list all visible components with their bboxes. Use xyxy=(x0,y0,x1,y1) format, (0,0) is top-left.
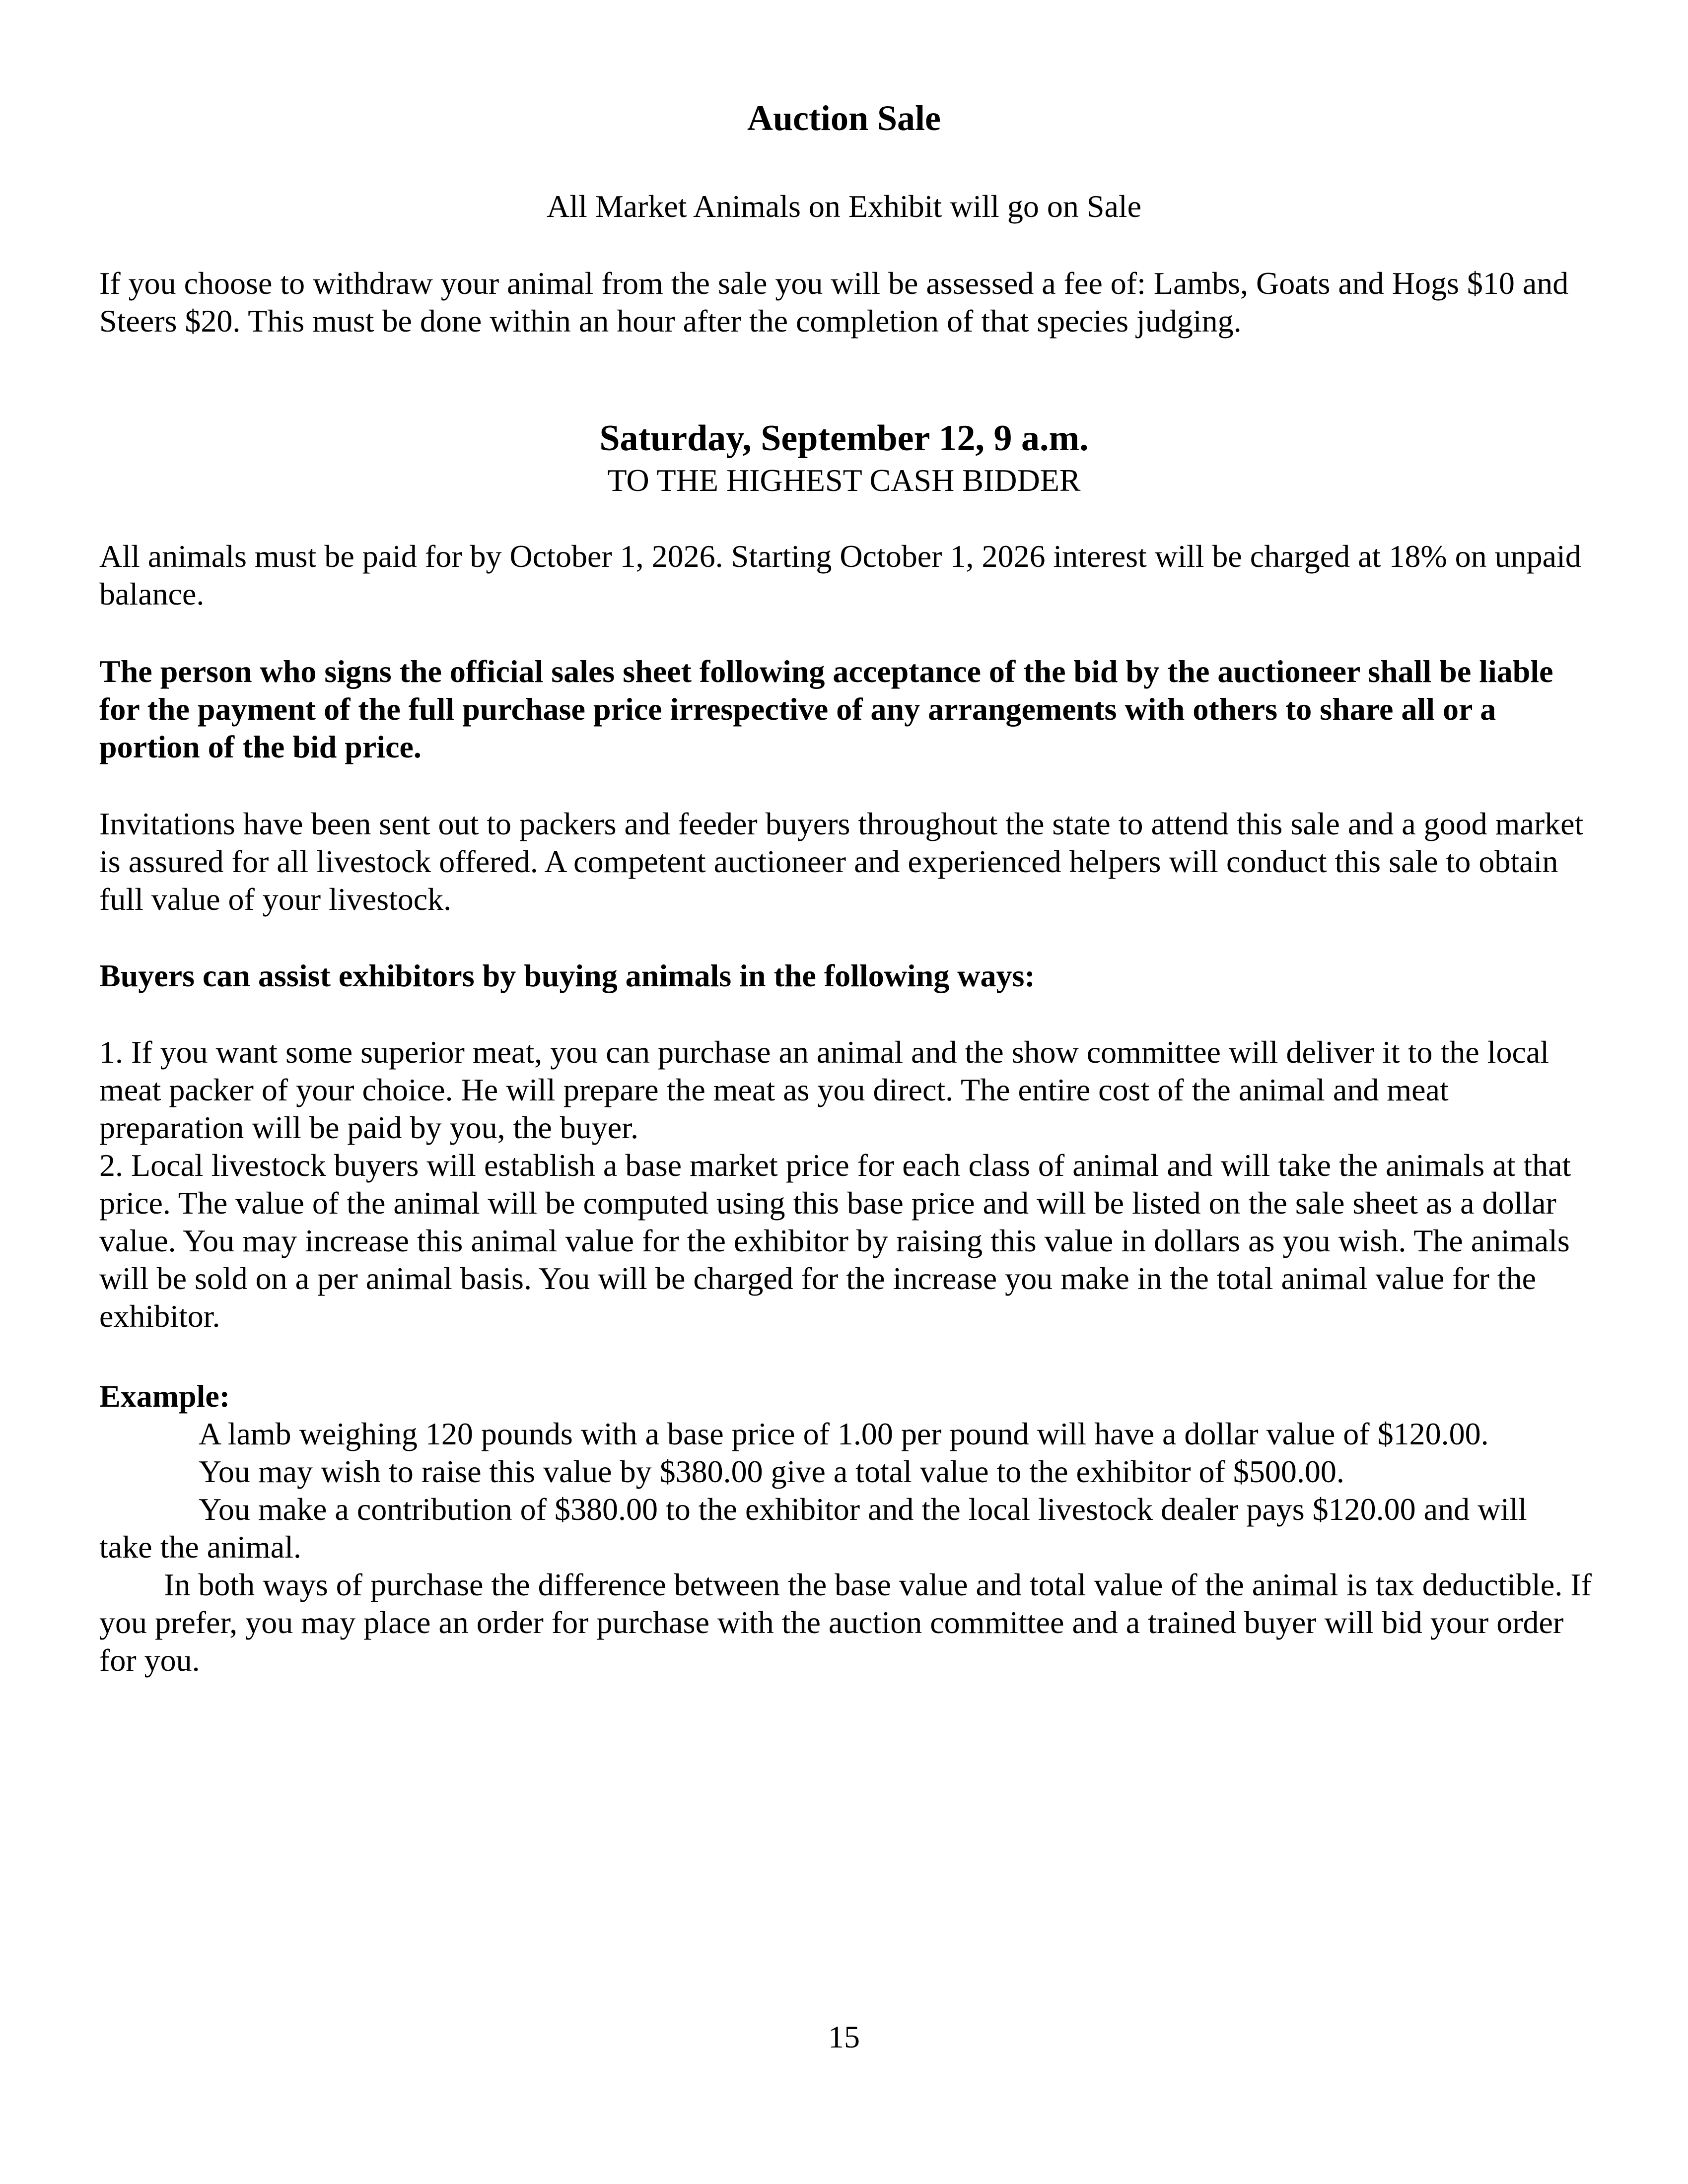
invitations-paragraph: Invitations have been sent out to packers and feeder buyers throughout the state to attend this sale and a good market is assured for all livestock offered. A competent auctioneer and experienced helpers will conduct this sale to obtain full value of your livestock. xyxy=(99,806,1584,917)
sale-terms: TO THE HIGHEST CASH BIDDER xyxy=(607,463,1081,498)
page-number: 15 xyxy=(828,2019,860,2054)
buyers-heading: Buyers can assist exhibitors by buying animals in the following ways: xyxy=(99,958,1035,993)
ways-list xyxy=(99,1033,1594,1335)
example-line: You may wish to raise this value by $380.00 give a total value to the exhibitor of $500.00. xyxy=(199,1454,1344,1489)
sale-date-heading: Saturday, September 12, 9 a.m. xyxy=(599,418,1089,459)
liability-paragraph: The person who signs the official sales sheet following acceptance of the bid by the auctioneer shall be liable for the payment of the full purchase price irrespective of any arrangements with others to share all or a portion of the bid price. xyxy=(99,654,1553,764)
page-title: Auction Sale xyxy=(747,98,941,138)
closing-paragraph: In both ways of purchase the difference between the base value and total value of the animal is tax deductible. If you prefer, you may place an order for purchase with the auction committee and a trained buyer will bid your order for you. xyxy=(99,1567,1592,1678)
list-item: 2. Local livestock buyers will establish a base market price for each class of animal and will take the animals at that price. The value of the animal will be computed using this base price and will be listed on the sale sheet as a dollar value. You may increase this animal value for the exhibitor by raising this value in dollars as you wish. The animals will be sold on a per animal basis. You will be charged for the increase you make in the total animal value for the exhibitor. xyxy=(99,1148,1571,1334)
withdraw-paragraph: If you choose to withdraw your animal from the sale you will be assessed a fee of: Lambs, Goats and Hogs $10 and Steers $20. This must be done within an hour after the completion of that species judging. xyxy=(99,266,1569,339)
example-heading: Example: xyxy=(99,1378,230,1414)
example-line: take the animal. xyxy=(99,1529,301,1565)
payment-paragraph: All animals must be paid for by October 1, 2026. Starting October 1, 2026 interest will be charged at 18% on unpaid balance. xyxy=(99,539,1581,612)
example-line: You make a contribution of $380.00 to the exhibitor and the local livestock dealer pays $120.00 and will xyxy=(199,1492,1527,1527)
list-item: 1. If you want some superior meat, you can purchase an animal and the show committee will deliver it to the local meat packer of your choice. He will prepare the meat as you direct. The entire cost of the animal and meat preparation will be paid by you, the buyer. xyxy=(99,1034,1549,1145)
page-subtitle: All Market Animals on Exhibit will go on Sale xyxy=(546,189,1142,224)
example-line: A lamb weighing 120 pounds with a base price of 1.00 per pound will have a dollar value of $120.00. xyxy=(199,1416,1489,1451)
